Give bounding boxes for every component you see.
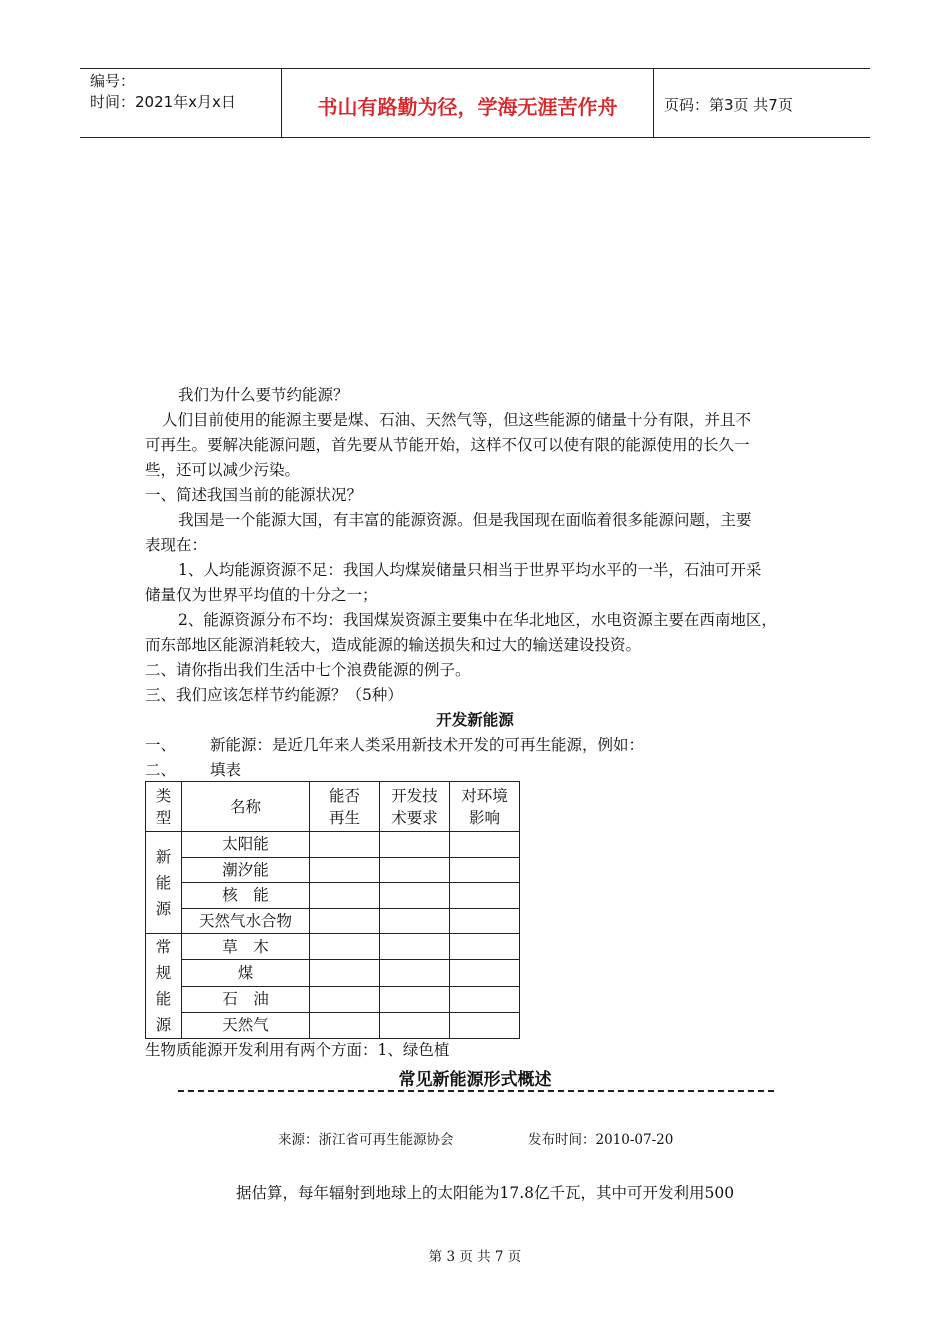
row-name: 草 木 [182, 934, 310, 960]
cell-renewable[interactable] [310, 986, 380, 1012]
row-name: 核 能 [182, 883, 310, 909]
para3-line2: 储量仅为世界平均值的十分之一； [145, 586, 378, 604]
row-name: 潮汐能 [182, 857, 310, 883]
cell-renewable[interactable] [310, 934, 380, 960]
group-new-energy: 新能源 [146, 832, 182, 934]
para1-line1: 人们目前使用的能源主要是煤、石油、天然气等，但这些能源的储量十分有限，并且不 [162, 411, 752, 429]
para2-line2: 表现在： [145, 536, 208, 554]
page-header [80, 68, 870, 138]
cell-env[interactable] [450, 960, 520, 986]
header-page: 页码：第3页 共7页 [664, 95, 793, 114]
section3-heading: 三、我们应该怎样节约能源？（5种） [145, 686, 403, 704]
header-renewable: 能否再生 [310, 782, 380, 832]
table-row [146, 960, 520, 986]
page-footer: 第 3 页 共 7 页 [428, 1249, 522, 1265]
table-row [146, 832, 520, 858]
header-meta [80, 69, 282, 137]
para4-line2: 而东部地区能源消耗较大，造成能源的输送损失和过大的输送建设投资。 [145, 636, 642, 654]
header-name: 名称 [182, 782, 310, 832]
table-row [146, 908, 520, 934]
table-row [146, 1012, 520, 1038]
header-type: 类型 [146, 782, 182, 832]
cell-env[interactable] [450, 934, 520, 960]
table-row [146, 986, 520, 1012]
cell-renewable[interactable] [310, 857, 380, 883]
cell-env[interactable] [450, 883, 520, 909]
item1-number: 一、 [145, 736, 177, 754]
develop-title: 开发新能源 [436, 711, 514, 729]
biomass-text: 生物质能源开发利用有两个方面：1、绿色植 [145, 1041, 450, 1059]
header-number: 编号： [90, 72, 136, 90]
cell-renewable[interactable] [310, 908, 380, 934]
table-row [146, 934, 520, 960]
cell-renewable[interactable] [310, 1012, 380, 1038]
article-date: 发布时间：2010-07-20 [528, 1132, 674, 1148]
table-row [146, 883, 520, 909]
cell-renewable[interactable] [310, 960, 380, 986]
cell-tech[interactable] [380, 1012, 450, 1038]
question-title: 我们为什么要节约能源？ [178, 386, 349, 404]
cell-tech[interactable] [380, 986, 450, 1012]
cell-tech[interactable] [380, 908, 450, 934]
header-tech: 开发技术要求 [380, 782, 450, 832]
header-motto: 书山有路勤为径，学海无涯苦作舟 [282, 69, 654, 137]
cell-tech[interactable] [380, 960, 450, 986]
cell-env[interactable] [450, 1012, 520, 1038]
energy-table [145, 781, 520, 1039]
article-source: 来源：浙江省可再生能源协会 [278, 1132, 454, 1148]
row-name: 石 油 [182, 986, 310, 1012]
article-title: 常见新能源形式概述 [398, 1070, 552, 1090]
article-paragraph: 据估算，每年辐射到地球上的太阳能为17.8亿千瓦，其中可开发利用500 [236, 1184, 735, 1202]
cell-env[interactable] [450, 908, 520, 934]
title-dashed-rule [178, 1090, 774, 1092]
section1-heading: 一、简述我国当前的能源状况？ [145, 486, 363, 504]
cell-tech[interactable] [380, 832, 450, 858]
cell-tech[interactable] [380, 857, 450, 883]
para1-line3: 些，还可以减少污染。 [145, 461, 301, 479]
para3-line1: 1、人均能源资源不足：我国人均煤炭储量只相当于世界平均水平的一半，石油可开采 [178, 561, 762, 579]
cell-renewable[interactable] [310, 832, 380, 858]
table-header-row [146, 782, 520, 832]
table-row [146, 857, 520, 883]
cell-tech[interactable] [380, 934, 450, 960]
cell-env[interactable] [450, 857, 520, 883]
para2-line1: 我国是一个能源大国，有丰富的能源资源。但是我国现在面临着很多能源问题，主要 [178, 511, 752, 529]
section2-heading: 二、请你指出我们生活中七个浪费能源的例子。 [145, 661, 471, 679]
cell-env[interactable] [450, 986, 520, 1012]
cell-tech[interactable] [380, 883, 450, 909]
para4-line1: 2、能源资源分布不均：我国煤炭资源主要集中在华北地区，水电资源主要在西南地区， [178, 611, 777, 629]
header-date: 时间：2021年x月x日 [90, 93, 236, 111]
item2-text: 填表 [210, 761, 242, 779]
group-conventional-energy: 常规能源 [146, 934, 182, 1039]
row-name: 煤 [182, 960, 310, 986]
row-name: 太阳能 [182, 832, 310, 858]
item2-number: 二、 [145, 761, 177, 779]
para1-line2: 可再生。要解决能源问题，首先要从节能开始，这样不仅可以使有限的能源使用的长久一 [145, 436, 750, 454]
row-name: 天然气水合物 [182, 908, 310, 934]
row-name: 天然气 [182, 1012, 310, 1038]
cell-renewable[interactable] [310, 883, 380, 909]
cell-env[interactable] [450, 832, 520, 858]
item1-text: 新能源：是近几年来人类采用新技术开发的可再生能源，例如： [210, 736, 645, 754]
header-env: 对环境影响 [450, 782, 520, 832]
